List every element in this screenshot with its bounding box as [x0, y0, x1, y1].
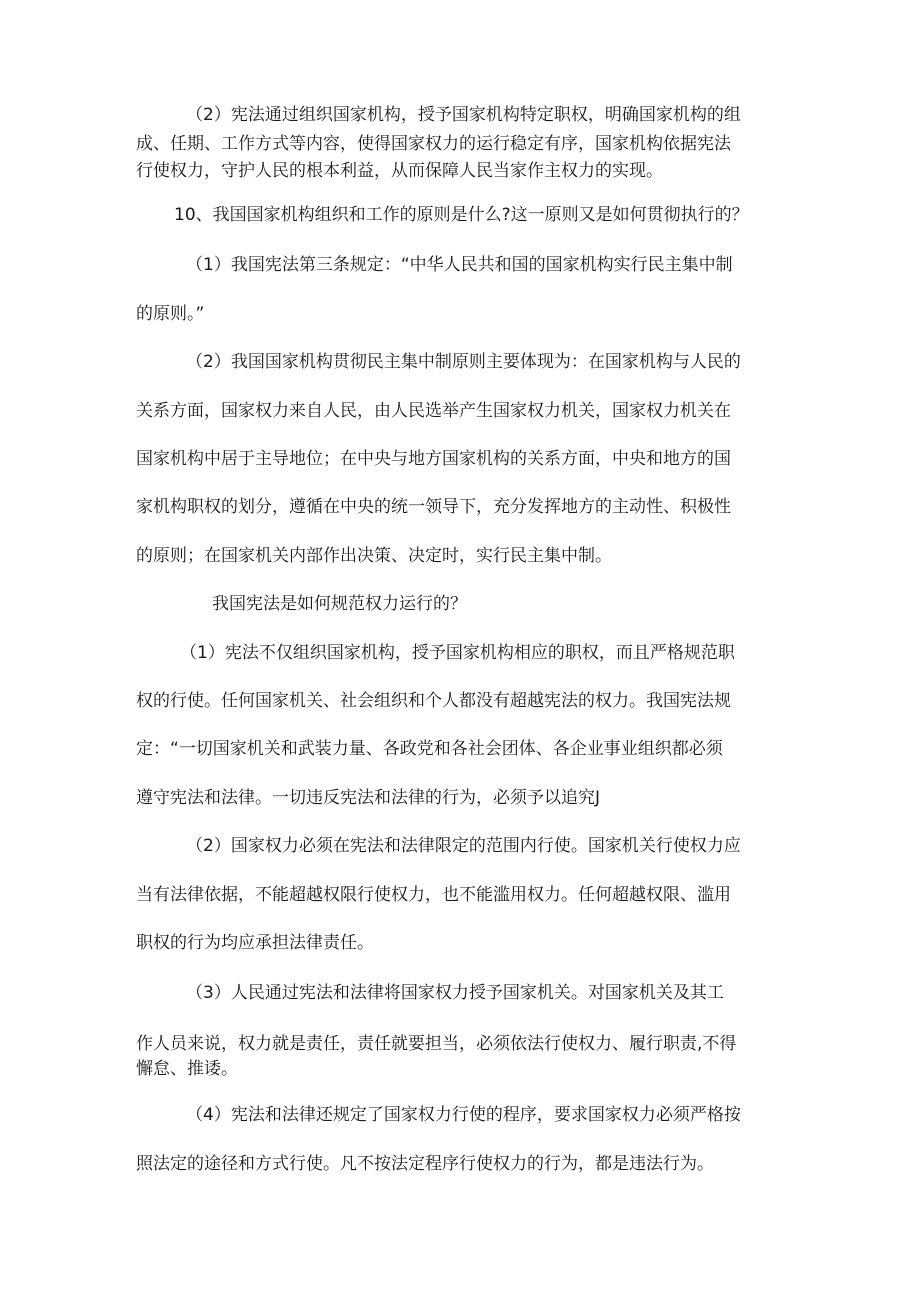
text-line: 遵守宪法和法律。一切违反宪法和法律的行为，必须予以追究J [136, 788, 601, 808]
text-line: 的原则。” [136, 304, 205, 324]
text-line: （4）宪法和法律还规定了国家权力行使的程序，要求国家权力必须严格按 [186, 1105, 741, 1125]
text-line: 我国宪法是如何规范权力运行的？ [212, 594, 467, 614]
text-line: 行使权力，守护人民的根本利益，从而保障人民当家作主权力的实现。 [136, 161, 663, 181]
text-line: （2）宪法通过组织国家机构，授予国家机构特定职权，明确国家机构的组 [186, 105, 741, 125]
text-line: 照法定的途径和方式行使。凡不按法定程序行使权力的行为，都是违法行为。 [136, 1154, 714, 1174]
text-line: （1）宪法不仅组织国家机构，授予国家机构相应的职权，而且严格规范职 [180, 643, 735, 663]
text-line: 作人员来说，权力就是责任，责任就要担当，必须依法行使权力、履行职责,不得 [136, 1034, 737, 1054]
text-line: （3）人民通过宪法和法律将国家权力授予国家机关。对国家机关及其工 [186, 983, 724, 1003]
text-line: （2）我国国家机构贯彻民主集中制原则主要体现为：在国家机构与人民的 [186, 352, 741, 372]
text-line: 的原则；在国家机关内部作出决策、决定时，实行民主集中制。 [136, 546, 612, 566]
text-line: （1）我国宪法第三条规定：“中华人民共和国的国家机构实行民主集中制 [186, 255, 733, 275]
text-line: 国家机构中居于主导地位；在中央与地方国家机构的关系方面，中央和地方的国 [136, 449, 731, 469]
text-line: 当有法律依据，不能超越权限行使权力，也不能滥用权力。任何超越权限、滥用 [136, 885, 731, 905]
text-line: 成、任期、工作方式等内容，使得国家权力的运行稳定有序，国家机构依据宪法 [136, 134, 731, 154]
text-line: 10、我国国家机构组织和工作的原则是什么?这一原则又是如何贯彻执行的？ [174, 205, 749, 225]
text-line: 懈怠、推诿。 [136, 1059, 238, 1079]
text-line: （2）国家权力必须在宪法和法律限定的范围内行使。国家机关行使权力应 [186, 836, 741, 856]
text-line: 定：“一切国家机关和武装力量、各政党和各社会团体、各企业事业组织都必须 [136, 739, 723, 759]
text-line: 家机构职权的划分，遵循在中央的统一领导下，充分发挥地方的主动性、积极性 [136, 497, 731, 517]
text-line: 关系方面，国家权力来自人民，由人民选举产生国家权力机关，国家权力机关在 [136, 401, 731, 421]
text-line: 权的行使。任何国家机关、社会组织和个人都没有超越宪法的权力。我国宪法规 [136, 691, 731, 711]
text-line: 职权的行为均应承担法律责任。 [136, 933, 374, 953]
